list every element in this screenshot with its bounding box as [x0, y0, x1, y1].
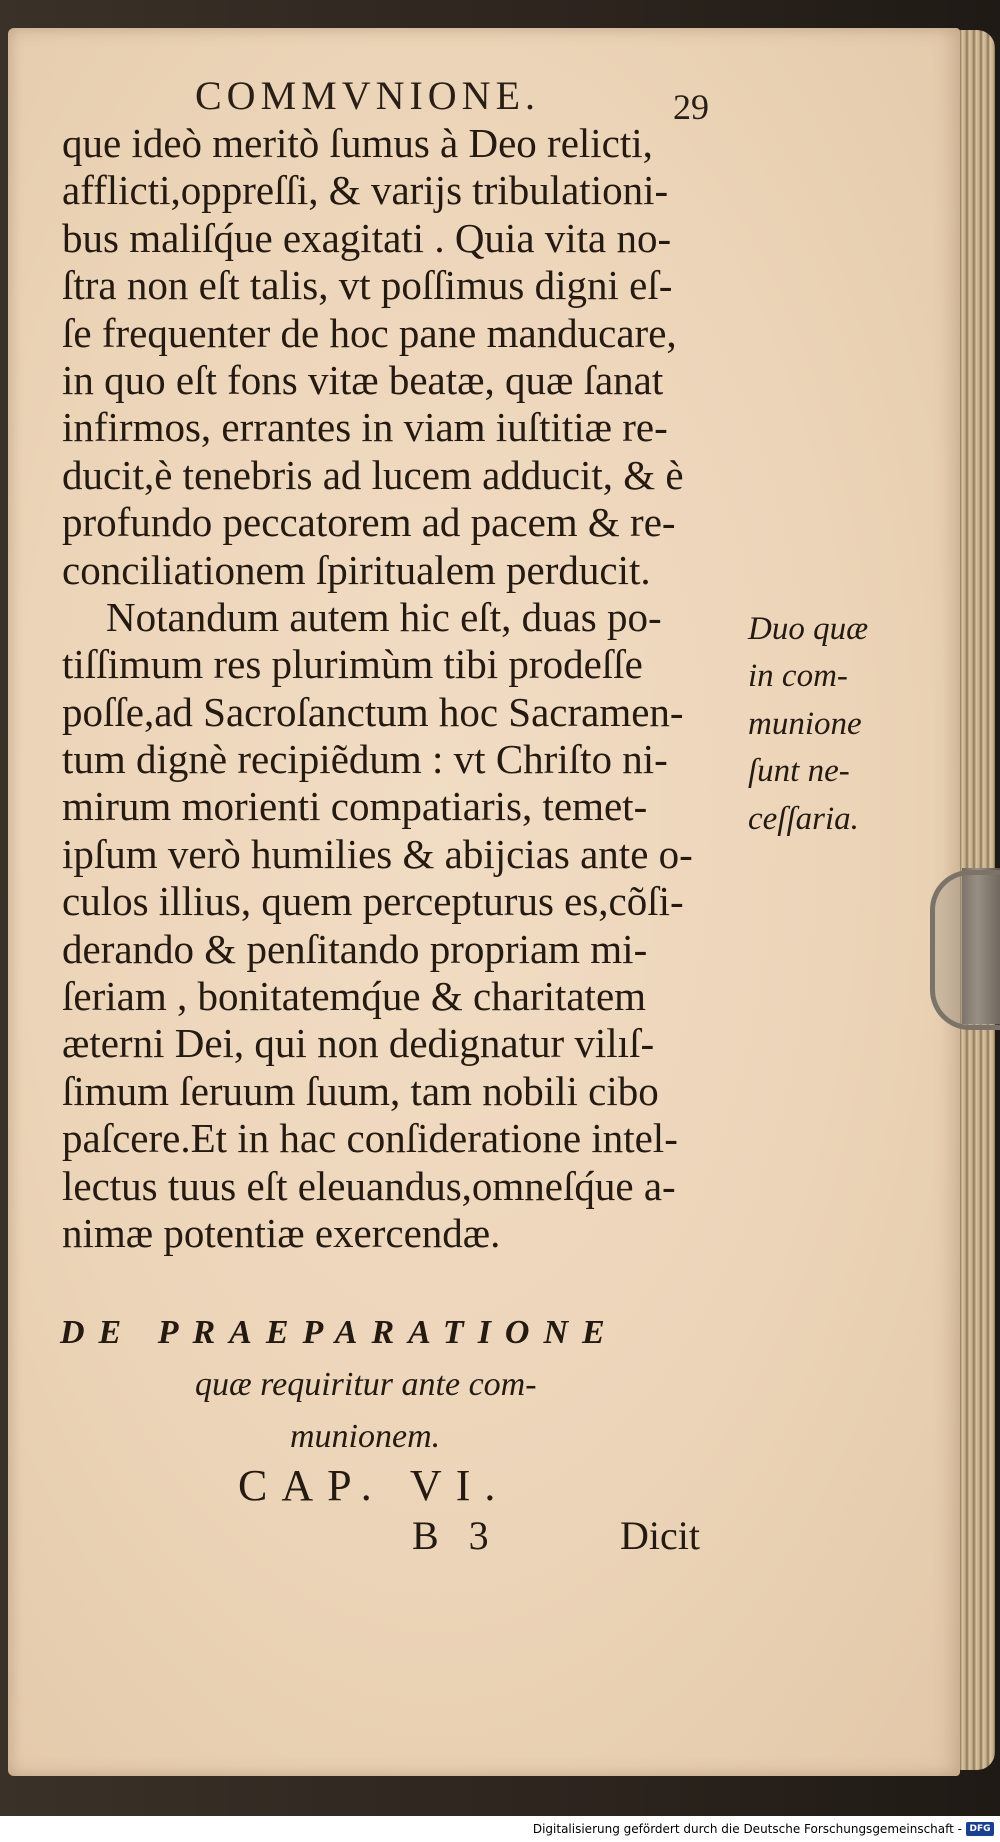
text-line: paſcere.Et in hac conſideratione intel-: [62, 1115, 678, 1162]
text-line: que ideò meritò ſumus à Deo relicti,: [62, 120, 653, 166]
marginal-note: [748, 606, 898, 843]
marginal-line: ceſſaria.: [748, 800, 859, 837]
text-line: bus maliſq́ue exagitati . Quia vita no-: [62, 214, 672, 261]
chapter-heading: CAP. VI.: [238, 1461, 510, 1510]
text-line: afflicti,oppreſſi, & varijs tribulationi-: [62, 167, 669, 214]
signature-mark: B 3: [412, 1513, 499, 1558]
text-line: poſſe,ad Sacroſanctum hoc Sacramen-: [62, 688, 684, 735]
text-line: ſe frequenter de hoc pane manducare,: [62, 309, 677, 356]
text-line: derando & penſitando propriam mi-: [62, 925, 648, 972]
marginal-line: in com-: [748, 658, 848, 695]
text-line: in quo eſt fons vitæ beatæ, quæ ſanat: [62, 356, 664, 403]
main-text-block: [62, 120, 752, 1257]
text-line: tum dignè recipiẽdum : vt Chriſto ni-: [62, 736, 668, 783]
text-line: æterni Dei, qui non dedignatur vilıſ-: [62, 1020, 655, 1067]
text-line: infirmos, errantes in viam iuſtitiæ re-: [62, 404, 668, 451]
text-line: ipſum verò humilies & abijcias ante o-: [62, 830, 693, 877]
text-line: ſeriam , bonitatemq́ue & charitatem: [62, 973, 647, 1020]
text-line: ducit,è tenebris ad lucem adducit, & è: [62, 451, 684, 498]
running-title: COMMVNIONE.: [195, 73, 540, 118]
text-line: ſtra non eſt talis, vt poſſimus digni eſ-: [62, 262, 673, 309]
text-line: nimæ potentiæ exercendæ.: [62, 1209, 501, 1256]
text-line: conciliationem ſpiritualem perducit.: [62, 546, 651, 593]
catchword: Dicit: [620, 1513, 700, 1558]
section-subheading-cont: munionem.: [290, 1418, 441, 1455]
section-subheading: quæ requiritur ante com-: [195, 1366, 537, 1403]
marginal-line: ſunt ne-: [748, 753, 850, 790]
section-heading: DE PRAEPARATIONE: [60, 1314, 619, 1351]
marginal-line: Duo quæ: [748, 611, 869, 647]
marginal-line: munione: [748, 705, 862, 742]
text-line: tiſſimum res plurimùm tibi prodeſſe: [62, 641, 643, 688]
text-line: lectus tuus eſt eleuandus,omneſq́ue a-: [62, 1162, 676, 1209]
credit-text: Digitalisierung gefördert durch die Deutsche Forschungsgemeinschaft -: [532, 1822, 962, 1836]
text-line: profundo peccatorem ad pacem & re-: [62, 499, 676, 546]
text-line: ſimum ſeruum ſuum, tam nobili cibo: [62, 1067, 659, 1114]
page-number: 29: [673, 87, 709, 127]
text-line: Notandum autem hic eſt, duas po-: [106, 593, 662, 640]
text-line: culos illius, quem percepturus es,cõſi-: [62, 878, 684, 925]
digitization-credit-bar: [0, 1816, 1000, 1842]
dfg-logo-icon: DFG: [966, 1822, 994, 1836]
bookmark-clip: [930, 870, 1000, 1030]
text-line: mirum morienti compatiaris, temet-: [62, 783, 648, 830]
